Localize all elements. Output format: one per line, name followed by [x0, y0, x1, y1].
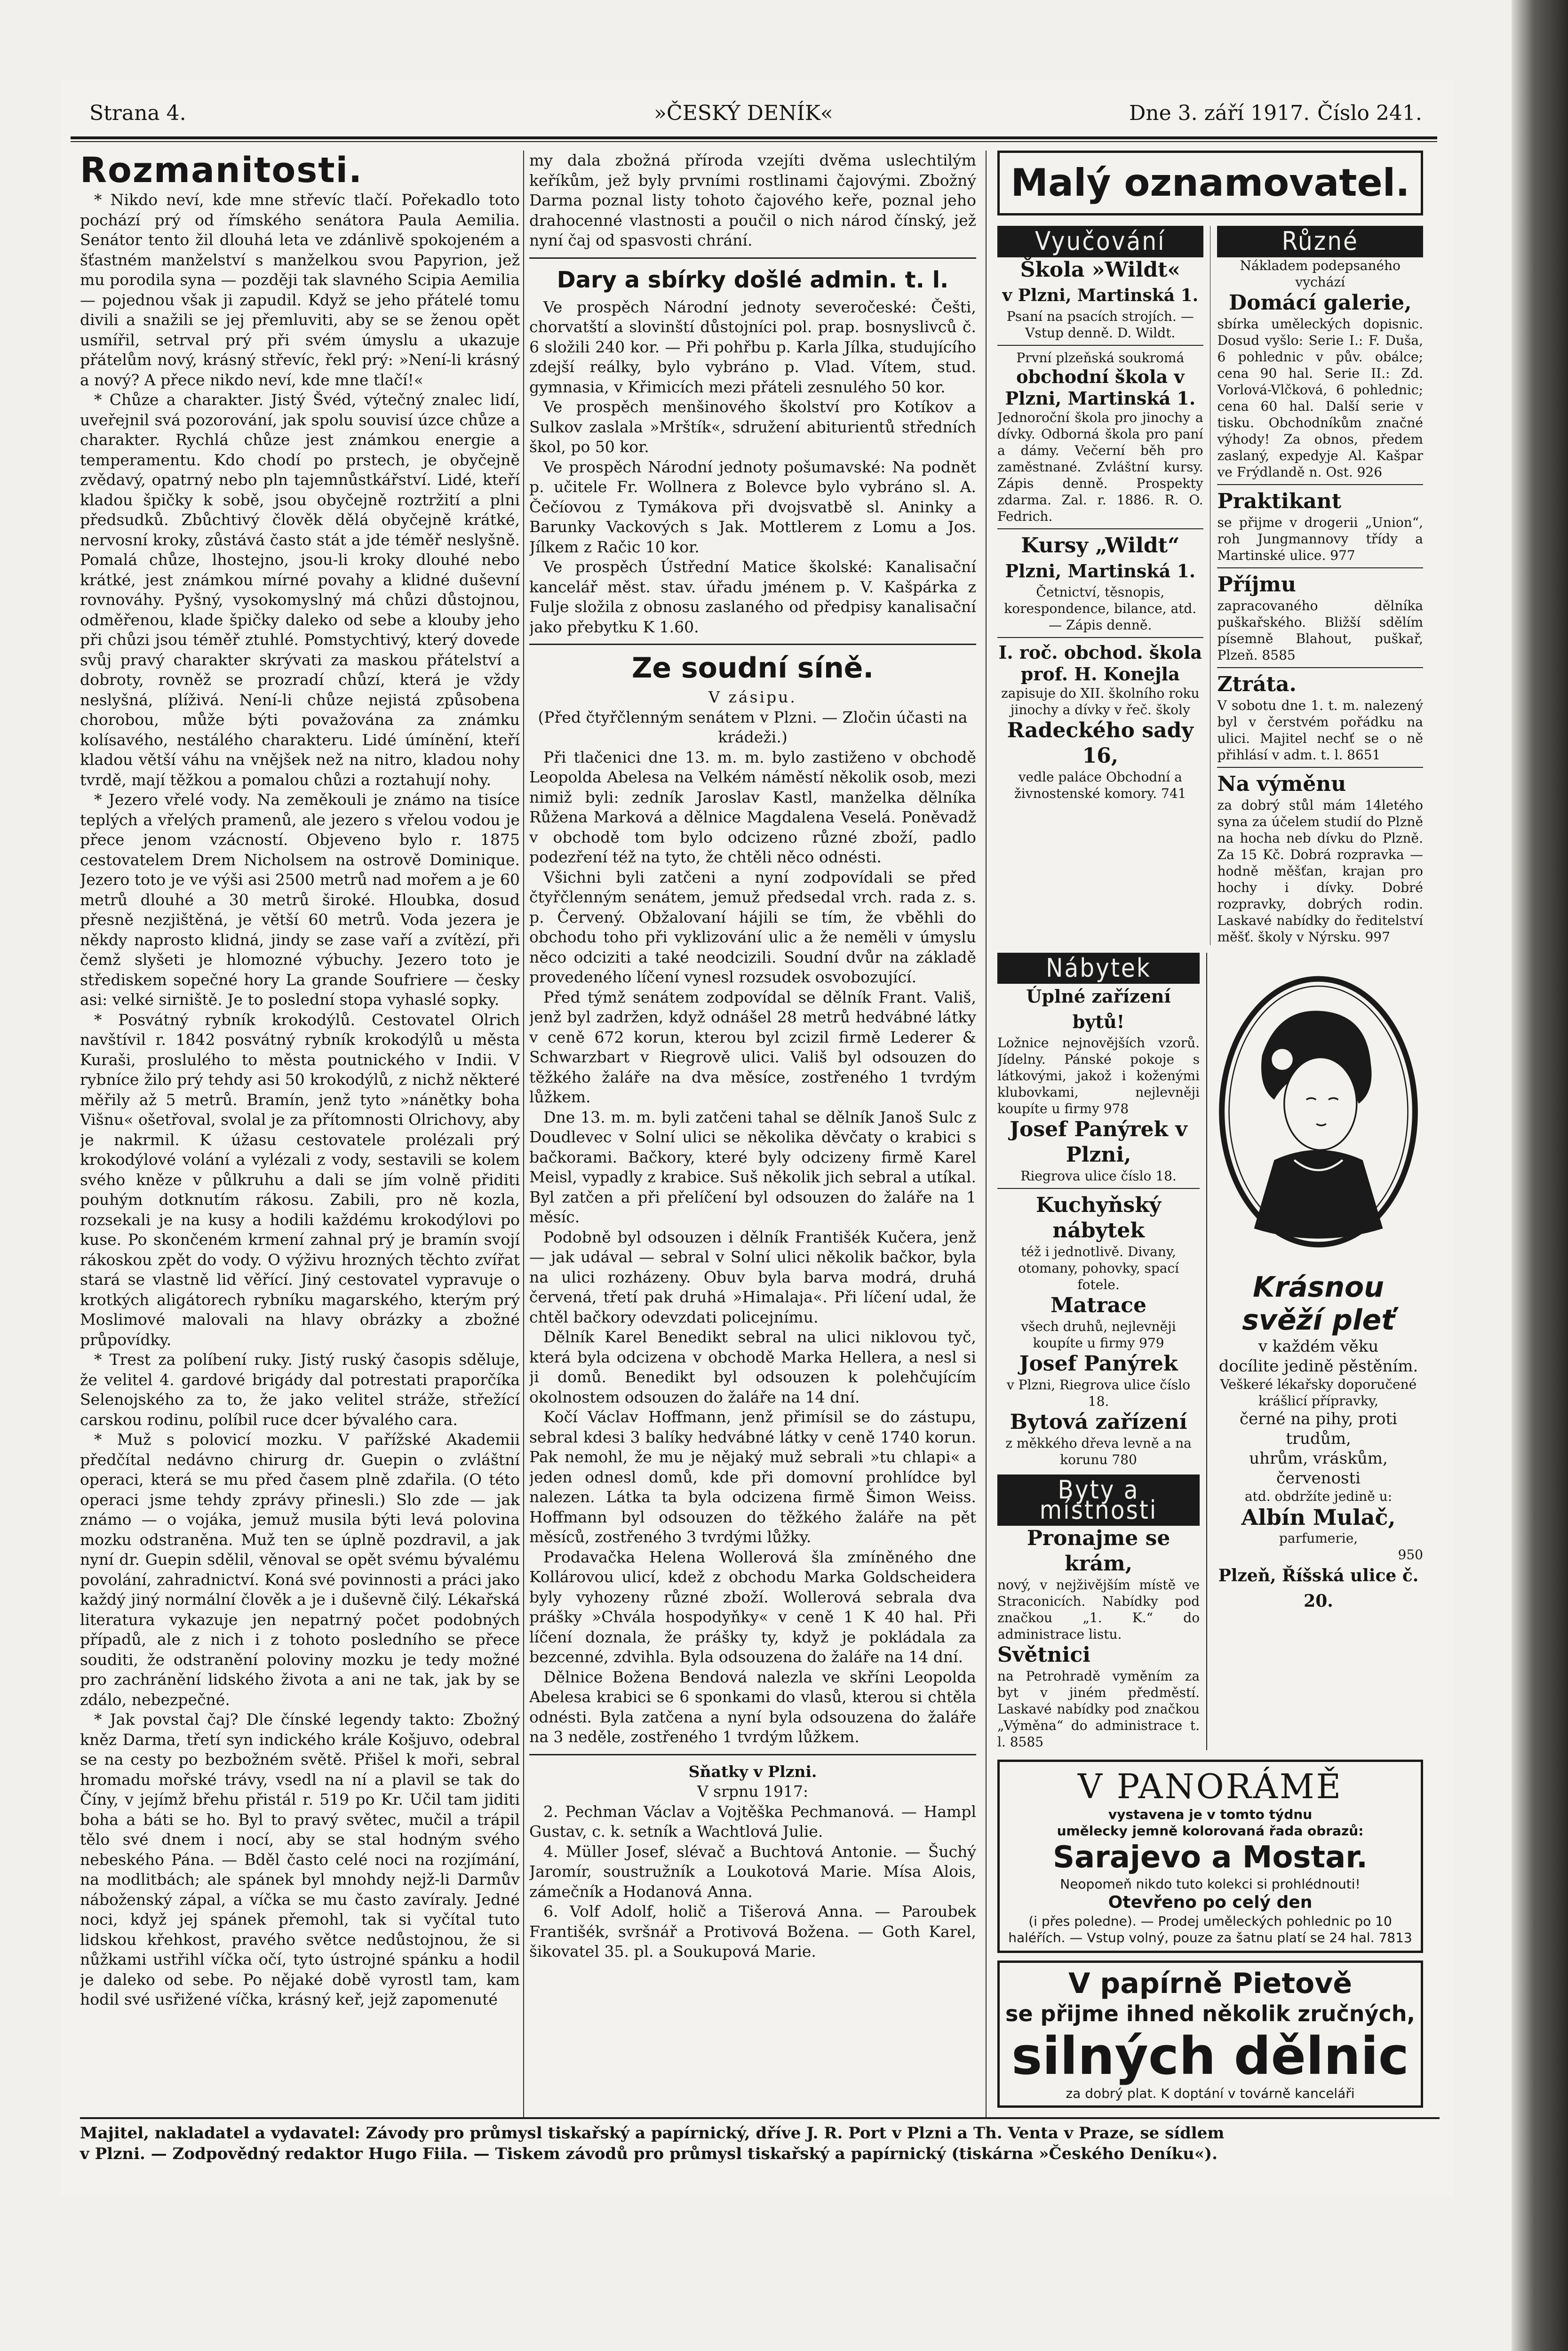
- ad-body: vedle paláce Obchodní a živnostenské komory. 741: [1014, 769, 1186, 801]
- ads-column-right: [1217, 226, 1423, 945]
- ad-body: Četnictví, těsnopis, korespondence, bilance, atd. — Zápis denně.: [1004, 584, 1197, 633]
- imprint-line: Majitel, nakladatel a vydavatel: Závody pro průmysl tiskařský a papírnický, dříve J. R. Port v Plzni a Th. Venta v Praze, se sídlem: [80, 2124, 1225, 2143]
- article-paragraph: * Nikdo neví, kde mne střevíc tlačí. Pořekadlo toto pochází prý od římského senátora Paula Aemilia. Senátor tento žil dlouhá leta ve zdánlivě spokojeném a šťastném manželství s manželkou svou Papyrion, jež mu porodila syna — později tak slavného Scipia Aemilia — pojednou však ji zapudil. Když se jeho přátelé tomu divili a snažili se jej přemluviti, aby se se ženou opět usmířil, setrval prý při svém úmyslu a ukazuje přátelům nový, krásný střevíc, řekl prý: »Není-li krásný a nový? A přece nikdo neví, kde mne tlačí!«: [80, 191, 520, 389]
- ad-line: v každém věku: [1258, 1337, 1379, 1356]
- article-paragraph: Všichni byli zatčeni a nyní zodpovídali se před čtyřčlenným senátem, jemuž předsedal vrch. rada z. s. p. Červený. Obžalovaní hájili se tím, že vběhli do obchodu toho při vyklizování ulic a že neměli v úmyslu něco odciziti a také neodcizili. Soudní dvůr na základě provedeného líčení vynesl rozsudek osvobozující.: [529, 868, 976, 986]
- ad-headline: V papírně Pietově: [1068, 1967, 1353, 2000]
- ad-body: zapisuje do XII. školního roku jinochy a dívky v řeč. školy: [1001, 685, 1200, 717]
- ad-line: vystavena je v tomto týdnu: [1108, 1807, 1313, 1822]
- ad-title: I. roč. obchod. škola prof. H. Konejla: [998, 641, 1202, 685]
- imprint-line: v Plzni. — Zodpovědný redaktor Hugo Fiila. — Tiskem závodů pro průmysl tiskařský a papírnický (tiskárna »Českého Deníku«).: [80, 2144, 1218, 2163]
- ad-line: černé na pihy, proti trudům,: [1239, 1409, 1398, 1448]
- ad-title: obchodní škola v Plzni, Martinská 1.: [1005, 366, 1196, 409]
- article-paragraph: Ve prospěch menšinového školství pro Kotíkov a Sulkov zaslala »Mrštík«, sdružení abiturientů středních škol, po 50 kor.: [529, 398, 976, 456]
- article-paragraph: Kočí Václav Hoffmann, jenž přimísil se do zástupu, sebral kdesi 3 balíky hedvábné látky v ceně 1740 korun. Pak nemohl, že mu je nějaký muž sebrali »tu chlapi« a jeden odnesl domů, kde při domovní prohlídce byl nalezen. Látka ta byla odcizena firmě Šimon Weiss. Hoffmann byl odsouzen do těžkého žaláře na pět měsíců, zostřeného 3 tvrdými lůžky.: [529, 1408, 976, 1546]
- page-number: Strana 4.: [89, 101, 186, 125]
- ads-divider: [1210, 226, 1211, 945]
- ad-separator: [997, 637, 1203, 638]
- ad-panorama: [997, 1760, 1423, 1953]
- ad-body: v Plzni, Riegrova ulice číslo 18.: [1006, 1377, 1191, 1409]
- list-item: 2. Pechman Václav a Vojtěška Pechmanová. — Hampl Gustav, c. k. setník a Wachtlová Julie.: [529, 1802, 976, 1841]
- article-paragraph: * Posvátný rybník krokodýlů. Cestovatel Olrich navštívil r. 1842 posvátný rybník krokodýlů u města Kuraši, proslulého to města poutnického v Indii. V rybníce žilo prý tehdy asi 50 krokodýlů, z nichž některé měřily až 5 metrů. Bramín, jenž tyto »nánětky boha Višnu« ošetřoval, svolal je za přítomnosti Olrichovy, aby je nakrmil. K úžasu cestovatele prolézali prý krokodýlové volání a vylézali z vody, sestavili se kolem svého kněze v půlkruhu a dali se jím volně přiditi pouhým dotknutím rákosu. Zabili, pro ně kozla, rozsekali je na kusy a hodili každému krokodýlovi po kuse. Po skončeném krmení zahnal prý je bramín svojí rákoskou zpět do vody. O výživu hrozných těchto zvířat stará se vlastně lid věřící. Jiný cestovatel vypravuje o krotkých aligátorech rybníku magarského, kterým prý Moslimové malovali na hlavy obrázky a zbožné průpovídky.: [80, 1010, 520, 1349]
- article-subheading: V zásipu.: [708, 688, 797, 706]
- classifieds-title-box: [997, 151, 1423, 215]
- article-paragraph: Ve prospěch Národní jednoty pošumavské: Na podnět p. učitele Fr. Wollnera z Bolevce bylo vybráno sl. A. Čečíovou z Tymákova při dvojsvatbě sl. Aninky a Barunky Vackových s Jak. Mottlerem z Lomu a Jos. Jílkem z Račic 10 kor.: [529, 457, 976, 556]
- article-paragraph: * Chůze a charakter. Jistý Švéd, výtečný znalec lidí, uveřejnil svá pozorování, jak spolu souvisí úzce chůze a charakter. Rychlá chůze jest známkou energie a temperamentu. Kdo chodí po prstech, je obyčejně zvědavý, opatrný nebo pln tajemnůstkářství. Lidé, kteří kladou špičky k sobě, jsou obyčejně roztržití a plni předsudků. Zbůchtivý člověk dělá obyčejně krátké, nervosní kroky, zůstává často stát a jde téměř neslyšně. Pomalá chůze, lhostejno, jsou-li kroky dlouhé nebo krátké, jest známkou mírné povahy a klidné duševní rovnováhy. Pyšný, vysokomyslný má chůzi důstojnou, odměřenou, klade špičky daleko od sebe a klouby jeho při chůzi jsou téměř ztuhlé. Pomstychtivý, který dovede svůj pravý charakter skrývati za maskou přátelství a dobroty, rovněž se prozradí chůzí, která je vždy neslyšná, plíživá. Není-li chůze nejistá způsobena chorobou, může býti považována za známku kolísavého, nestálého charakteru. Lidé úmínění, kteří kladou větší váhu na vnějšek než na nitro, kladou nohy tvrdě, mají těžkou a pomalou chůzi a roztahují nohy.: [80, 391, 520, 789]
- ad-body: sbírka uměleckých dopisnic. Dosud vyšlo: Serie I.: F. Duša, 6 pohlednic v pův. obálce; cena 90 hal. Serie II.: Zd. Vorlová-Vlčková, 6 pohlednic; cena 60 hal. Další serie v tisku. Obchodníkům značné výhody! Za obnos, předem zaslaný, expedyje Al. Kašpar ve Frýdlandě n. Ost. 926: [1217, 316, 1423, 480]
- ad-body: Riegrova ulice číslo 18.: [1020, 1168, 1177, 1184]
- ad-separator: [1217, 484, 1423, 485]
- section-heading-soud: Ze soudní síně.: [631, 652, 874, 685]
- ad-body: za dobrý plat. K doptání v továrně kanceláři: [1066, 2086, 1355, 2101]
- ad-title: Kuchyňský nábytek: [1035, 1193, 1162, 1243]
- ad-big-title: Sarajevo a Mostar.: [1052, 1840, 1368, 1875]
- ad-body: všech druhů, nejlevněji koupíte u firmy 979: [1021, 1319, 1176, 1351]
- list-item: 4. Müller Josef, slévač a Buchtová Antonie. — Šuchý Jaromír, soustružník a Loukotová Marie. Mísa Alois, zámečník a Hodanová Anna.: [529, 1842, 976, 1901]
- ad-subtitle: Plzni, Martinská 1.: [1005, 560, 1196, 582]
- section-banner-byty: Byty a místnosti: [997, 1474, 1200, 1526]
- ad-line: atd. obdržíte jedině u:: [1244, 1488, 1393, 1504]
- ads-column-left: [997, 953, 1200, 1751]
- ad-pretitle: Nákladem podepsaného vychází: [1240, 257, 1401, 290]
- article-paragraph: Dělník Karel Benedikt sebral na ulici niklovou tyč, která byla odcizena v obchodě Marka Hellera, a nesl si ji domů. Benedikt byl odsouzen k polehčujícím okolnostem odsouzen do žaláře na 14 dní.: [529, 1328, 976, 1406]
- divider: [529, 1754, 976, 1755]
- ad-address: Plzeň, Říšská ulice č. 20.: [1218, 1565, 1419, 1611]
- column-middle: [529, 151, 976, 2117]
- ad-line: Veškeré lékařsky doporučené krášlicí přípravky,: [1220, 1376, 1417, 1409]
- article-continuation: my dala zbožná příroda vzejíti dvěma uslechtilým keříkům, jež byly prvními rostlinami čajovými. Zbožný Darma poznal listy tohoto čajového keře, poznal jeho drahocenné vlastnosti a poučil o nich národ čínský, jež nyní čaj od spasvosti chrání.: [529, 151, 976, 249]
- article-paragraph: Dělnice Božena Bendová nalezla ve skříni Leopolda Abelesa krabici se 6 sponkami do vlasů, kterou si chtěla odnésti. Byla zatčena a nyní byla odsouzena do žaláře na 3 neděle, zostřeného 1 tvrdým lůžkem.: [529, 1667, 976, 1746]
- section-heading: Rozmanitosti.: [80, 151, 363, 191]
- article-paragraph: Před týmž senátem zodpovídal se dělník Frant. Vališ, jenž byl zadržen, když odnášel 28 metrů hedvábné látky v ceně 672 korun, kterou byl zcizil firmě Lederer & Schwarzbart v Riegrově ulici. Vališ byl odsouzen do těžkého žaláře na dva měsíce, zostřeného 1 tvrdým lůžkem.: [529, 988, 976, 1106]
- article-paragraph: Při tlačenici dne 13. m. m. bylo zastiženo v obchodě Leopolda Abelesa na Velkém náměstí několik osob, mezi nimiž byli: zedník Jaroslav Kastl, manželka dělníka Růžena Marková a dělnice Magdalena Veselá. Poněvadž v obchodě tom bylo odcizeno různé zboží, padlo podezření též na tyto, že chtěli něco odnésti.: [529, 748, 976, 866]
- ad-separator: [1217, 667, 1423, 668]
- ad-title: Příjmu: [1217, 572, 1296, 597]
- ad-code: 950: [1398, 1546, 1423, 1562]
- ad-headline: Krásnou svěží pleť: [1242, 1270, 1395, 1337]
- column-classifieds: [997, 151, 1423, 2117]
- ad-cosmetics: [1214, 953, 1423, 1751]
- ad-body: z měkkého dřeva levně a na korunu 780: [1005, 1435, 1192, 1467]
- ads-two-column: [997, 226, 1423, 945]
- ad-title: Radeckého sady 16,: [1007, 718, 1194, 768]
- ad-title: Matrace: [1051, 1293, 1147, 1317]
- ad-title: Škola »Wildt«: [1020, 257, 1180, 282]
- classifieds-title: Malý oznamovatel.: [1011, 161, 1410, 205]
- ad-body: Jednoroční škola pro jinochy a dívky. Odborná škola pro paní a dámy. Večerní běh pro zaměstnané. Zvláštní kursy. Zápis denně. Prospekty zdarma. Zal. r. 1886. R. O. Fedrich.: [997, 409, 1203, 524]
- ad-title: Pronajme se krám,: [1027, 1526, 1170, 1576]
- article-paragraph: * Trest za políbení ruky. Jistý ruský časopis sděluje, že velitel 4. gardové brigády dal potrestati praporčíka Selenojského za to, že jako velitel stráže, střežící carskou rodinu, políbil ruce dcer bývalého cara.: [80, 1350, 520, 1429]
- list-item: 6. Volf Adolf, holič a Tišerová Anna. — Paroubek Františék, svršnář a Protivová Božena. — Goth Karel, šikovatel 35. pl. a Soukupová Marie.: [529, 1902, 976, 1960]
- article-paragraph: Dne 13. m. m. byli zatčeni tahal se dělník Janoš Sulc z Doudlevec v Solní ulici se několika děvčaty o krabici s bačkorami. Bačkory, které byly odcizeny firmě Karel Meisl, vypadly z krabice. Suš několik jich sebral a utíkal. Byl zatčen a při přelíčení byl odsouzen do žaláře na 1 měsíc.: [529, 1108, 976, 1226]
- divider: [529, 644, 976, 645]
- ad-title: Albín Mulač,: [1241, 1504, 1396, 1530]
- masthead-rule: [71, 136, 1437, 139]
- ad-body: na Petrohradě vyměním za byt v jiném předměstí. Laskavé nabídky pod značkou „Výměna“ do administrace t. l. 8585: [997, 1668, 1200, 1750]
- ad-title: Praktikant: [1217, 489, 1342, 513]
- ads-divider: [1206, 953, 1207, 1751]
- section-banner-nabytek: Nábytek: [997, 953, 1200, 984]
- ad-separator: [1217, 567, 1423, 568]
- ad-title: Josef Panýrek v Plzni,: [1010, 1117, 1187, 1167]
- ad-line: uhrům, vráskům, červenosti: [1249, 1449, 1388, 1488]
- ad-separator: [997, 345, 1203, 346]
- ad-title: Na výměnu: [1217, 772, 1346, 796]
- article-paragraph: * Jezero vřelé vody. Na zeměkouli je známo na tisíce teplých a vřelých pramenů, ale jezero s vřelou vodou je přece jenom vzácností. Objeveno bylo r. 1875 cestovatelem Drem Nicholsem na ostrově Dominique. Jezero toto je ve výši asi 2500 metrů nad mořem a je 60 metrů dlouhé a 30 metrů široké. Hloubka, dosud přesně nezjištěná, je větší 60 metrů. Voda jezera je někdy naprosto klidná, jindy se zase vaří a zvítězí, při čemž slyšeti je hlomozné výbuchy. Jezero toto je střediskem sopečné hory La grande Soufriere — česky asi: velké sirniště. Je to poslední stopa vyhaslé sopky.: [80, 790, 520, 1009]
- issue-date: Dne 3. září 1917.: [1129, 101, 1310, 125]
- portrait-illustration: [1214, 961, 1423, 1262]
- ad-papirna: [997, 1960, 1423, 2108]
- ad-body: Psaní na psacích strojích. — Vstup denně. D. Wildt.: [1006, 308, 1194, 341]
- issue-number: Číslo 241.: [1317, 101, 1422, 125]
- ad-title: Bytová zařízení: [1010, 1410, 1187, 1434]
- column-rozmanitosti: [80, 151, 520, 2117]
- ad-pretitle: První plzeňská soukromá: [1016, 350, 1185, 366]
- article-paragraph: Podobně byl odsouzen i dělník Františék Kučera, jenž — jak udával — sebral v Solní ulici několik bačkor, byla na ulici rozházeny. Obuv byla barva modrá, druhá červená, třetí pak druhá »Himalaja«. Při líčení udal, že chtěl bačkory odevzdati policejnímu.: [529, 1227, 976, 1326]
- ad-title: Josef Panýrek: [1019, 1352, 1178, 1376]
- ad-subtitle: parfumerie,: [1279, 1530, 1358, 1546]
- section-banner-ruzne: Různé: [1217, 226, 1423, 257]
- ad-body: se přijme v drogerii „Union“, roh Jungmannovy třídy a Martinské ulice. 977: [1217, 514, 1423, 563]
- ad-title: Úplné zařízení bytů!: [1026, 986, 1171, 1032]
- ads-column-left: [997, 226, 1203, 945]
- ad-body: (i přes poledne). — Prodej uměleckých pohlednic po 10 haléřích. — Vstup volný, pouze za šatnu platí se 24 hal. 7813: [1008, 1913, 1412, 1945]
- section-heading-dary: Dary a sbírky došlé admin. t. l.: [557, 266, 949, 293]
- lady-portrait-image: [1214, 961, 1423, 1262]
- article-paragraph: Ve prospěch Národní jednoty severočeské: Češti, chorvatští a slovinští důstojníci pol. prap. bosnyslivců č. 6 složili 240 kor. — Při pohřbu p. Karla Jílka, studujícího zdejší reálky, bylo vybráno p. Vlad. Vítem, stud. gymnasia, v Křimicích mezi přáteli zesnulého 50 kor.: [529, 297, 976, 396]
- ad-title: Ztráta.: [1217, 672, 1297, 696]
- ad-line: Neopomeň nikdo tuto kolekci si prohlédnouti!: [1060, 1876, 1361, 1892]
- article-paragraph: Ve prospěch Ústřední Matice školské: Kanalisační kancelář měst. stav. úřadu jménem p. V. Kašpárka z Fulje složila z obnosu zaslaného od předpisy kanalisační jako přebytku K 1.60.: [529, 558, 976, 636]
- ad-body: za dobrý stůl mám 14letého syna za účelem studií do Plzně na hocha neb dívku do Plzně. Za 15 Kč. Dobrá rozpravka — hodně měšťan, krajan pro hochy i dívky. Dobré rozpravky, dobrých rodin. Laskavé nabídky do ředitelství měšť. školy v Nýrsku. 997: [1217, 797, 1423, 945]
- ad-separator: [997, 528, 1203, 529]
- section-banner-vyucovani: Vyučování: [997, 226, 1203, 257]
- ad-title: Domácí galerie,: [1228, 290, 1412, 315]
- masthead-rule-thin: [71, 141, 1437, 142]
- divider: [529, 257, 976, 259]
- ad-subtitle: v Plzni, Martinská 1.: [1002, 285, 1199, 305]
- ad-line: umělecky jemně kolorovaná řada obrazů:: [1057, 1823, 1364, 1839]
- article-subheading: V srpnu 1917:: [697, 1782, 809, 1801]
- article-paragraph: * Muž s polovicí mozku. V pařížské Akademii předčítal nedávno chirurg dr. Guepin o zvláštní operaci, která se mu před časem plně zdařila. (O této operaci jsme tehdy zprávy přinesli.) Slo zde — jak známo — o vojáka, jemuž musila býti levá polovina mozku odstraněna. Muž ten se úplně pozdravil, a jak nyní dr. Guepin sdělil, věnoval se opět svému bývalému povolání, zahradnictví. Koná své povinnosti a práci jako každý jiný normální člověk a je i duševně čilý. Lékařská literatura vykazuje jen nepatrný počet podobných případů, ale z nich i z tohoto posledního se přece souditi, že odstranění poloviny mozku je tedy možné pro zachránění lidského života a ani ne tak, jak by se zdálo, nebezpečné.: [80, 1430, 520, 1709]
- ad-line: se přijme ihned několik zručných,: [1005, 2001, 1416, 2026]
- ad-line: docílite jedině pěstěním.: [1218, 1356, 1418, 1376]
- column-divider: [523, 151, 524, 2117]
- ad-body: Ložnice nejnovějších vzorů. Jídelny. Pánské pokoje s látkovými, jakož i koženými klubovkami, nejlevněji koupíte u firmy 978: [997, 1035, 1200, 1116]
- page-edge-shadow: [1512, 0, 1568, 2351]
- newspaper-title: »ČESKÝ DENÍK«: [654, 101, 833, 125]
- ad-title: Kursy „Wildt“: [1021, 533, 1180, 558]
- section-heading-snatky: Sňatky v Plzni.: [688, 1762, 817, 1781]
- column-divider: [986, 151, 987, 2117]
- ad-big-title: silných dělnic: [1011, 2026, 1409, 2086]
- ad-separator: [997, 1188, 1200, 1189]
- article-paragraph: Prodavačka Helena Wollerová šla zmíněného dne Kollárovou ulicí, kdež z obchodu Marka Goldscheidera byly vyhozeny různé zboží. Wollerová sebrala dva prášky »Chvála hospodyňky« v ceně 1 K 40 hal. Při líčení doznala, že prášky ty, když je pokládala za bezcenné, zdvihla. Byla odsouzena do žaláře na 14 dní.: [529, 1547, 976, 1666]
- ad-body: též i jednotlivě. Divany, otomany, pohovky, spací fotele.: [1018, 1244, 1179, 1292]
- article-paragraph: * Jak povstal čaj? Dle čínské legendy takto: Zbožný kněz Darma, třetí syn indického krále Košjuvo, odebral se na cesty po bezbožném světě. Přišel k moři, sebral hromadu mořské trávy, vsedl na ní a plavil se tak do Číny, v jejímž břehu přistál r. 519 po Kr. Učil tam jiditi boha a báti se ho. Byl to pravý světec, mučil a trápil tělo své dnem i nocí, aby se stal hodným svého nebeského Pána. — Bděl často celé noci na rozjímání, na modlitbách; ale spánek byl mnohdy nejž-li Darmův náboženský zápal, a víčka se mu často zavíraly. Jedné noci, když jej spánek přemohl, tak si vyčítal tuto lidskou křehkost, pravého světce nedůstojnou, že si nůžkami ustřihl víčka očí, tyto ústrojné spánku a hodil je daleko od sebe. Po nějaké době vyrostl tam, kam hodil své usřižené víčka, krásný keř, jejž zapomenuté: [80, 1710, 520, 2008]
- ad-body: nový, v nejživějším místě ve Straconicích. Nabídky pod značkou „1. K.“ do administrace listu.: [997, 1577, 1200, 1642]
- ad-separator: [1217, 767, 1423, 768]
- article-note: (Před čtyřčlenným senátem v Plzni. — Zločin účasti na krádeži.): [538, 708, 968, 746]
- ad-line: Otevřeno po celý den: [1108, 1893, 1313, 1912]
- ads-two-column-lower: [997, 953, 1423, 1751]
- ad-body: V sobotu dne 1. t. m. nalezený byl v čerstvém pořádku na ulici. Majitel nechť se o ně přihlásí v adm. t. l. 8651: [1217, 697, 1423, 763]
- ad-title: Světnici: [997, 1643, 1090, 1667]
- masthead: [71, 101, 1437, 139]
- ad-headline: V PANORÁMĚ: [1077, 1767, 1343, 1806]
- imprint-footer: [80, 2117, 1440, 2164]
- ad-body: zapracovaného dělníka puškařského. Bližší sdělím písemně Blahout, puškař, Plzeň. 8585: [1217, 598, 1423, 663]
